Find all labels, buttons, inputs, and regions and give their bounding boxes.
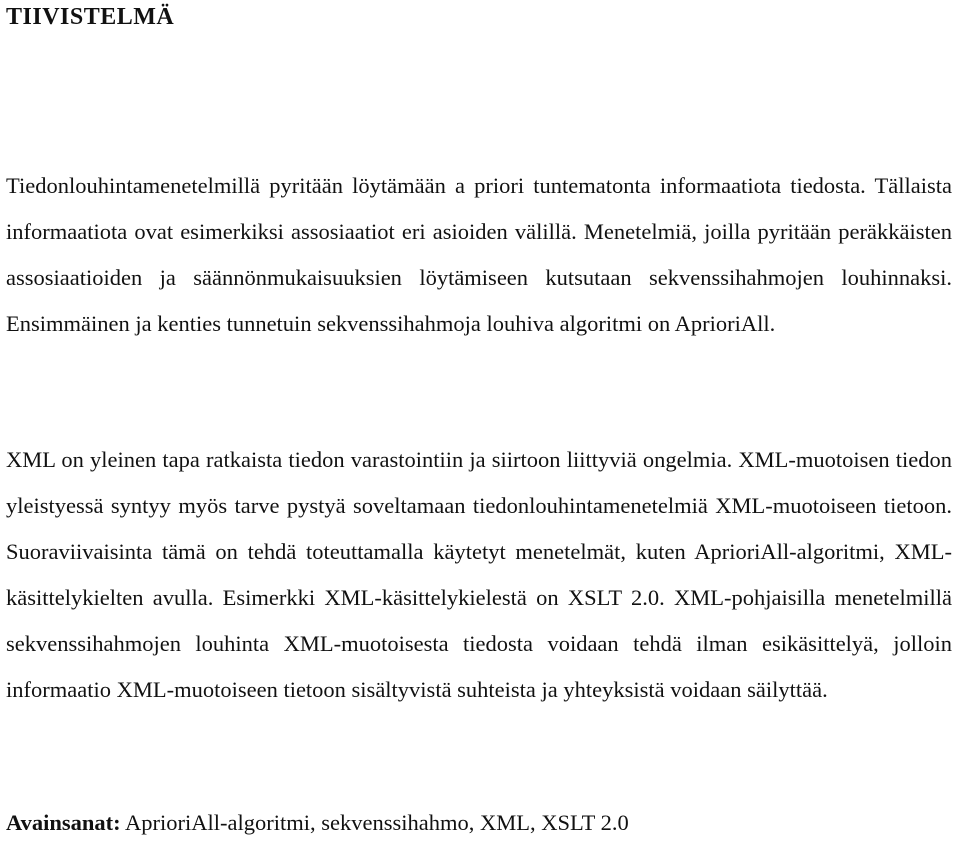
keywords-line — [6, 808, 629, 838]
abstract-paragraph-1: Tiedonlouhintamenetelmillä pyritään löytämään a priori tuntematonta informaatiota tiedosta. Tällaista informaatiota ovat esimerkiksi assosiaatiot eri asioiden välillä. Menetelmiä, joilla pyritään peräkkäisten assosiaatioiden ja säännönmukaisuuksien löytämiseen kutsutaan sekvenssihahmojen louhinnaksi. Ensimmäinen ja kenties tunnetuin sekvenssihahmoja louhiva algoritmi on AprioriAll. — [6, 173, 952, 336]
keywords-value: AprioriAll-algoritmi, sekvenssihahmo, XML, XSLT 2.0 — [125, 810, 629, 835]
page-title: TIIVISTELMÄ — [6, 4, 175, 30]
keywords-label: Avainsanat: — [6, 810, 121, 835]
abstract-paragraph-2: XML on yleinen tapa ratkaista tiedon varastointiin ja siirtoon liittyviä ongelmia. XML-muotoisen tiedon yleistyessä syntyy myös tarve pystyä soveltamaan tiedonlouhintamenetelmiä XML-muotoiseen tietoon. Suoraviivaisinta tämä on tehdä toteuttamalla käytetyt menetelmät, kuten AprioriAll-algoritmi, XML-käsittelykielten avulla. Esimerkki XML-käsittelykielestä on XSLT 2.0. XML-pohjaisilla menetelmillä sekvenssihahmojen louhinta XML-muotoisesta tiedosta voidaan tehdä ilman esikäsittelyä, jolloin informaatio XML-muotoiseen tietoon sisältyvistä suhteista ja yhteyksistä voidaan säilyttää. — [6, 447, 952, 702]
